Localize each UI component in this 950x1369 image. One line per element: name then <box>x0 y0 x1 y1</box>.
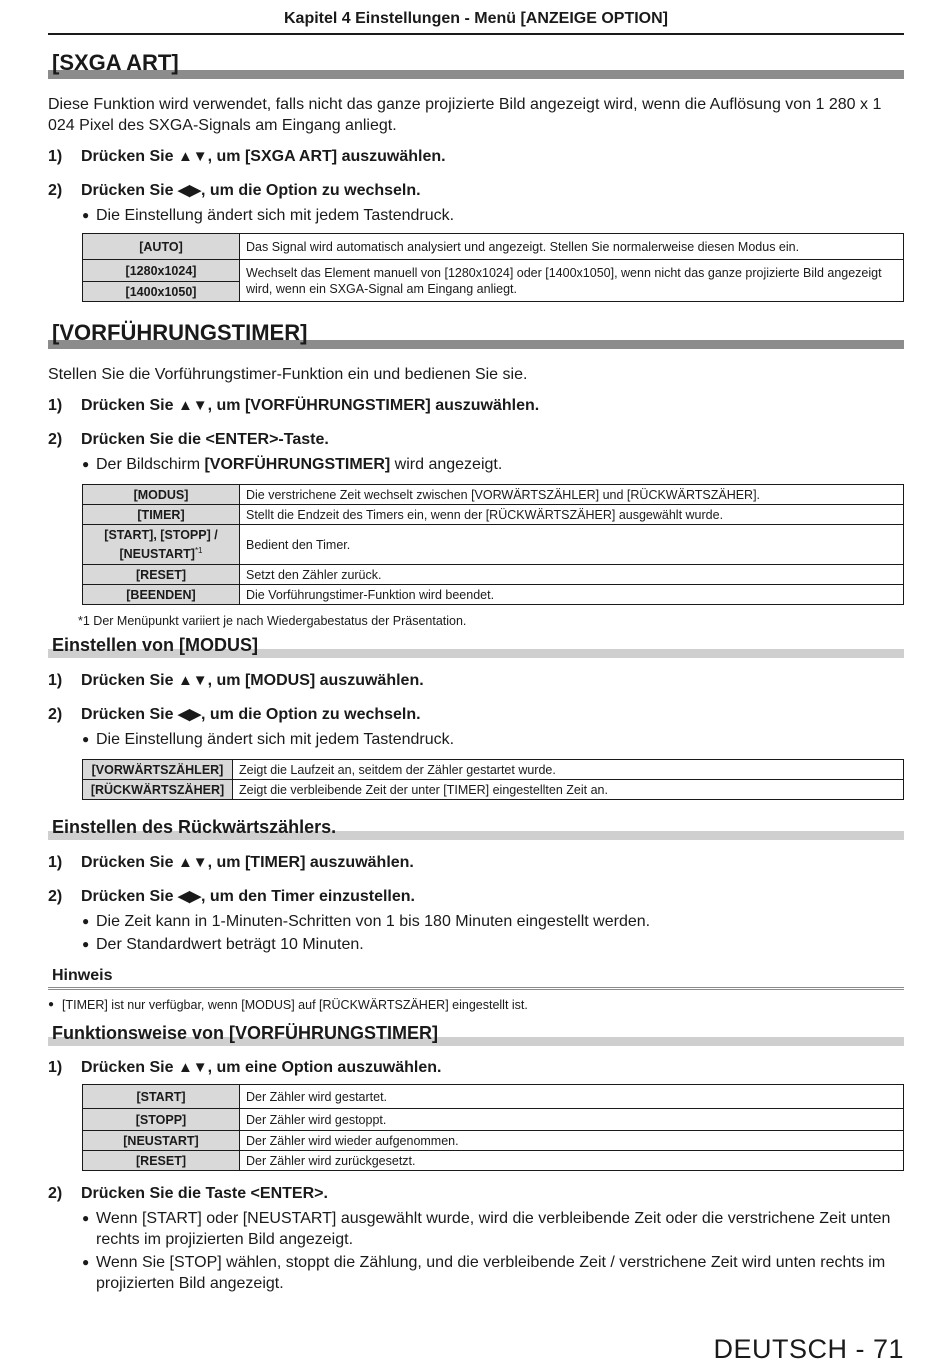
timer-footnote: *1 Der Menüpunkt variiert je nach Wiedergabestatus der Präsentation. <box>78 614 467 628</box>
left-right-arrow-icon: ◀▶ <box>177 706 202 723</box>
bullet-icon: ● <box>82 937 90 951</box>
operation-bullet-2: ● Wenn Sie [STOP] wählen, stoppt die Zählung, und die verbleibende Zeit / verstrichene Zeit wird unten rechts im projizierten Bild angezeigt. <box>82 1254 886 1292</box>
table-row: [VORWÄRTSZÄHLER] Zeigt die Laufzeit an, seitdem der Zähler gestartet wurde. <box>83 760 904 780</box>
table-row: [1280x1024] Wechselt das Element manuell von [1280x1024] oder [1400x1050], wenn nicht das ganze projizierte Bild angezeigt wird, wenn ein SXGA-Signal am Eingang anliegt. <box>83 260 904 282</box>
modus-table <box>82 759 904 800</box>
timer-heading: [VORFÜHRUNGSTIMER] <box>48 321 904 351</box>
timer-step-1: 1) Drücken Sie ▲▼, um [VORFÜHRUNGSTIMER] auszuwählen. <box>48 397 540 414</box>
bullet-icon: ● <box>82 1255 90 1269</box>
bullet-icon: ● <box>82 208 90 222</box>
table-row: [STOPP] Der Zähler wird gestoppt. <box>83 1109 904 1131</box>
manual-page <box>48 0 904 1294</box>
table-row: [RESET] Setzt den Zähler zurück. <box>83 565 904 585</box>
countdown-bullet-2: ● Der Standardwert beträgt 10 Minuten. <box>82 936 364 953</box>
page-number: DEUTSCH - 71 <box>713 1334 904 1364</box>
modus-step-2: 2) Drücken Sie ◀▶, um die Option zu wechseln. <box>48 706 421 723</box>
sxga-bullet: ● Die Einstellung ändert sich mit jedem Tastendruck. <box>82 207 455 224</box>
timer-bullet: ● Der Bildschirm [VORFÜHRUNGSTIMER] wird angezeigt. <box>82 456 503 473</box>
up-down-arrow-icon: ▲▼ <box>177 1059 208 1076</box>
up-down-arrow-icon: ▲▼ <box>177 397 208 414</box>
table-row: [MODUS] Die verstrichene Zeit wechselt zwischen [VORWÄRTSZÄHLER] und [RÜCKWÄRTSZÄHER]. <box>83 485 904 505</box>
timer-step-2: 2) Drücken Sie die <ENTER>-Taste. <box>48 431 329 448</box>
bullet-icon: ● <box>82 1211 90 1225</box>
up-down-arrow-icon: ▲▼ <box>177 672 208 689</box>
table-row: [START] Der Zähler wird gestartet. <box>83 1085 904 1109</box>
countdown-step-1: 1) Drücken Sie ▲▼, um [TIMER] auszuwählen. <box>48 854 414 871</box>
table-row: [START], [STOPP] / [NEUSTART]$^{*1}$ Bedient den Timer. <box>83 525 904 565</box>
sxga-step-2: 2) Drücken Sie ◀▶, um die Option zu wechseln. <box>48 182 421 199</box>
operation-bullet-1: ● Wenn [START] oder [NEUSTART] ausgewählt wurde, wird die verbleibende Zeit oder die verstrichene Zeit unten rechts im projizierten Bild angezeigt. <box>82 1210 891 1248</box>
note-heading: Hinweis <box>48 966 904 990</box>
left-right-arrow-icon: ◀▶ <box>177 182 202 199</box>
modus-bullet: ● Die Einstellung ändert sich mit jedem Tastendruck. <box>82 731 455 748</box>
timer-table <box>82 484 904 605</box>
table-row: [NEUSTART] Der Zähler wird wieder aufgenommen. <box>83 1131 904 1151</box>
bullet-icon: ● <box>82 457 90 471</box>
up-down-arrow-icon: ▲▼ <box>177 854 208 871</box>
bullet-icon: ● <box>48 999 55 1010</box>
sxga-intro: Diese Funktion wird verwendet, falls nicht das ganze projizierte Bild angezeigt wird, wenn die Auflösung von 1 280 x 1 024 Pixel des SXGA-Signals am Eingang anliegt. <box>48 96 882 134</box>
table-row: [AUTO] Das Signal wird automatisch analysiert und angezeigt. Stellen Sie normalerweise diesen Modus ein. <box>83 234 904 260</box>
up-down-arrow-icon: ▲▼ <box>177 148 208 165</box>
chapter-header: Kapitel 4 Einstellungen - Menü [ANZEIGE OPTION] <box>48 0 904 35</box>
operation-step-1: 1) Drücken Sie ▲▼, um eine Option auszuwählen. <box>48 1059 442 1076</box>
bullet-icon: ● <box>82 914 90 928</box>
operation-heading: Funktionsweise von [VORFÜHRUNGSTIMER] <box>48 1022 904 1046</box>
modus-heading: Einstellen von [MODUS] <box>48 634 904 658</box>
timer-intro: Stellen Sie die Vorführungstimer-Funktion ein und bedienen Sie sie. <box>48 366 528 383</box>
operation-step-2: 2) Drücken Sie die Taste <ENTER>. <box>48 1185 328 1202</box>
bullet-icon: ● <box>82 732 90 746</box>
sxga-table <box>82 233 904 302</box>
countdown-bullet-1: ● Die Zeit kann in 1-Minuten-Schritten von 1 bis 180 Minuten eingestellt werden. <box>82 913 651 930</box>
table-row: [BEENDEN] Die Vorführungstimer-Funktion wird beendet. <box>83 585 904 605</box>
modus-step-1: 1) Drücken Sie ▲▼, um [MODUS] auszuwählen. <box>48 672 424 689</box>
table-row: [TIMER] Stellt die Endzeit des Timers ein, wenn der [RÜCKWÄRTSZÄHER] ausgewählt wurde. <box>83 505 904 525</box>
table-row: [RÜCKWÄRTSZÄHER] Zeigt die verbleibende Zeit der unter [TIMER] eingestellten Zeit an. <box>83 780 904 800</box>
note-item: ● [TIMER] ist nur verfügbar, wenn [MODUS] auf [RÜCKWÄRTSZÄHER] eingestellt ist. <box>48 998 528 1012</box>
countdown-step-2: 2) Drücken Sie ◀▶, um den Timer einzustellen. <box>48 888 415 905</box>
table-row: [1400x1050] <box>83 282 904 302</box>
operation-table <box>82 1084 904 1171</box>
left-right-arrow-icon: ◀▶ <box>177 888 202 905</box>
countdown-heading: Einstellen des Rückwärtszählers. <box>48 816 904 840</box>
table-row: [RESET] Der Zähler wird zurückgesetzt. <box>83 1151 904 1171</box>
sxga-step-1: 1) Drücken Sie ▲▼, um [SXGA ART] auszuwählen. <box>48 148 446 165</box>
sxga-heading: [SXGA ART] <box>48 51 904 81</box>
